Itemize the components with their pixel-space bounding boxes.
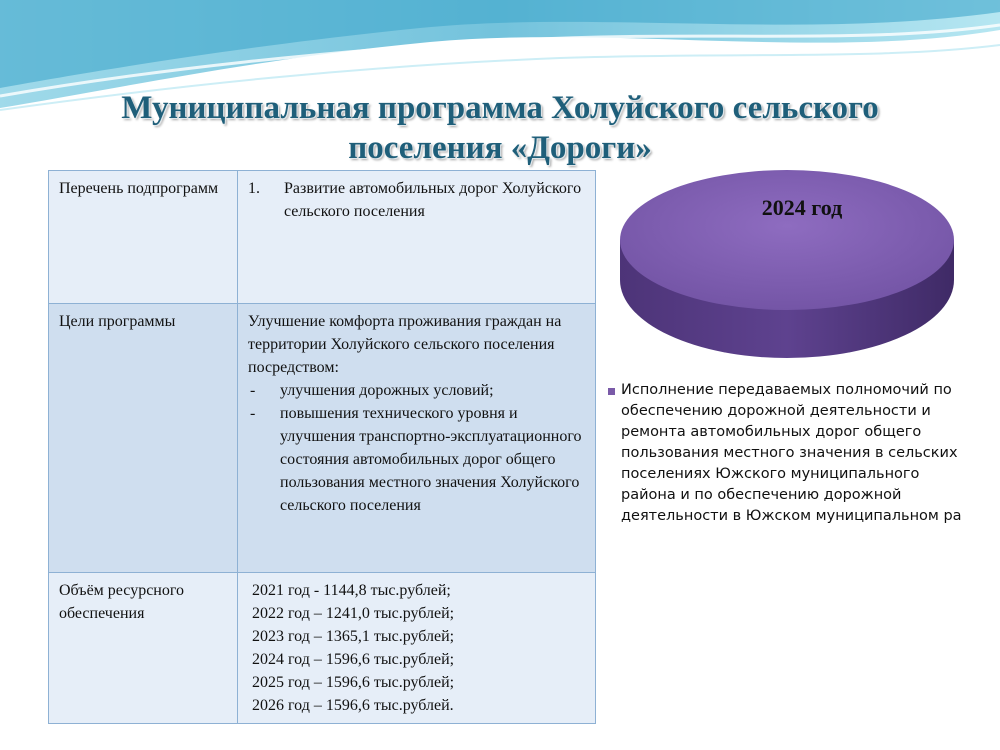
page-title bbox=[40, 88, 960, 168]
list-item bbox=[248, 177, 585, 223]
funding-year: 2023 год – 1365,1 тыс.рублей; bbox=[252, 628, 455, 645]
funding-year: 2021 год - 1144,8 тыс.рублей; bbox=[252, 582, 451, 599]
bullet-mark: - bbox=[250, 382, 256, 399]
row-label: Объём ресурсного обеспечения bbox=[49, 573, 238, 724]
funding-year: 2024 год – 1596,6 тыс.рублей; bbox=[252, 651, 455, 668]
list-item bbox=[248, 379, 585, 402]
row-value bbox=[238, 573, 596, 724]
pie-slice bbox=[620, 170, 954, 310]
funding-year: 2022 год – 1241,0 тыс.рублей; bbox=[252, 605, 455, 622]
list-text: Развитие автомобильных дорог Холуйского сельского поселения bbox=[284, 180, 582, 220]
page-title-line-2: поселения «Дороги» bbox=[348, 130, 652, 166]
table-row bbox=[49, 171, 596, 304]
list-text: улучшения дорожных условий; bbox=[280, 382, 494, 399]
legend-swatch bbox=[608, 388, 615, 395]
legend-label: Исполнение передаваемых полномочий по обеспечению дорожной деятельности и ремонта автомобильных дорог общего пользования местного значения в сельских поселениях Южского муниципального района и по обеспечению дорожной деятельности в Южском муниципальном ра bbox=[621, 382, 962, 524]
list-item bbox=[248, 402, 585, 517]
bullet-mark: - bbox=[250, 405, 256, 422]
funding-year: 2026 год – 1596,6 тыс.рублей. bbox=[252, 697, 454, 714]
table-row bbox=[49, 304, 596, 573]
funding-year: 2025 год – 1596,6 тыс.рублей; bbox=[252, 674, 455, 691]
table-row bbox=[49, 573, 596, 724]
row-value bbox=[238, 171, 596, 304]
list-text: повышения технического уровня и улучшения транспортно-эксплуатационного состояния автомобильных дорог общего пользования местного значения Холуйского сельского поселения bbox=[280, 405, 582, 514]
chart-legend bbox=[604, 380, 974, 527]
pie-chart bbox=[612, 168, 962, 368]
list-number: 1. bbox=[248, 180, 260, 197]
page-title-line-1: Муниципальная программа Холуйского сельского bbox=[121, 90, 879, 126]
row-label: Перечень подпрограмм bbox=[49, 171, 238, 304]
chart-title: 2024 год bbox=[761, 195, 843, 220]
row-value bbox=[238, 304, 596, 573]
row-label: Цели программы bbox=[49, 304, 238, 573]
goals-intro: Улучшение комфорта проживания граждан на территории Холуйского сельского поселения посредством: bbox=[248, 313, 562, 376]
program-table bbox=[48, 170, 596, 724]
